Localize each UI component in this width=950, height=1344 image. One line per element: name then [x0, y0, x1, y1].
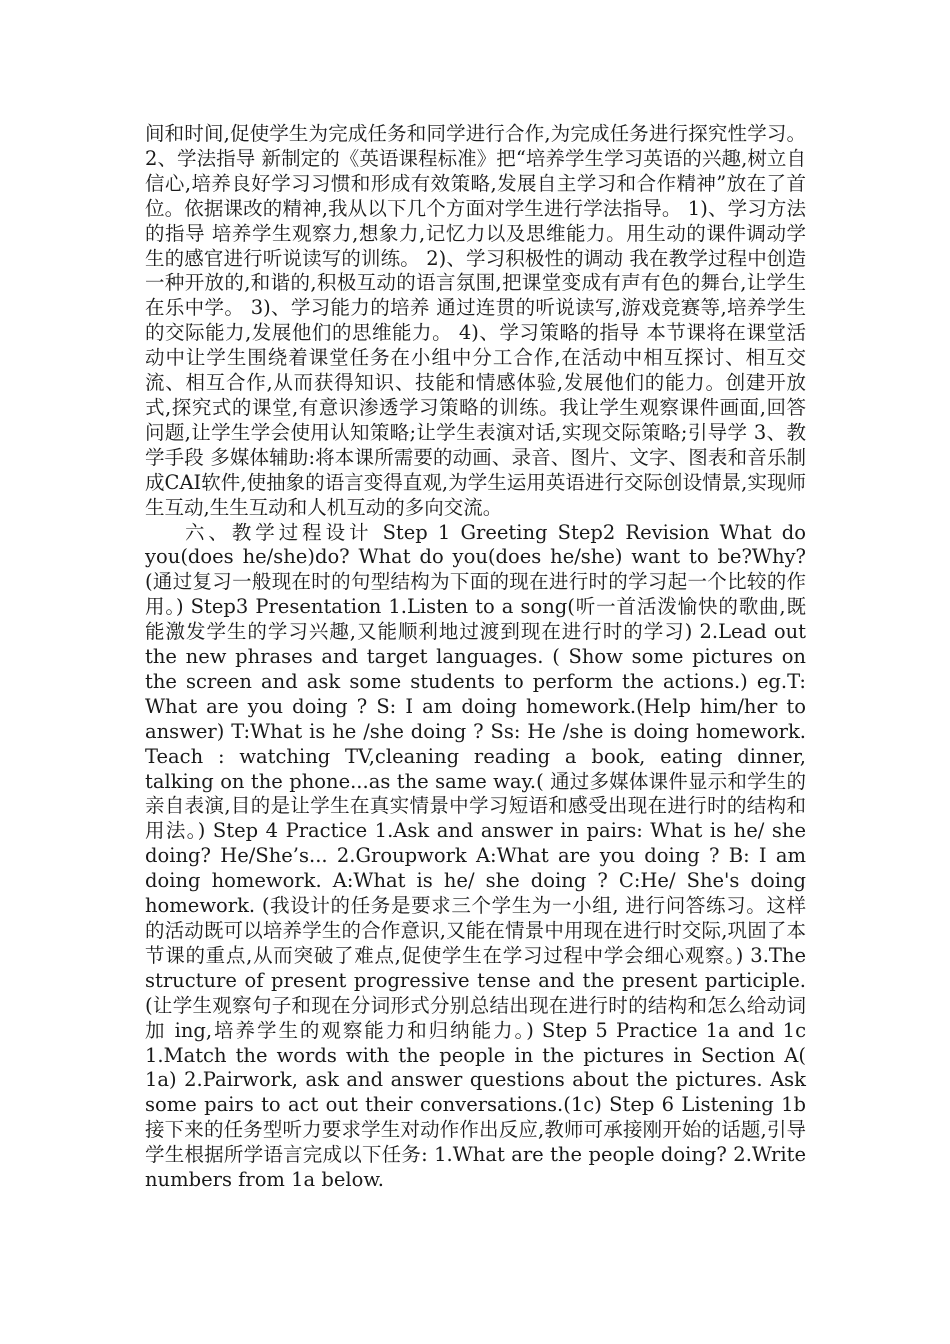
- paragraph-learning-methods: 间和时间,促使学生为完成任务和同学进行合作,为完成任务进行探究性学习。2、学法指导 新制定的《英语课程标准》把“培养学生学习英语的兴趣,树立自信心,培养良好学习习惯和形成有效策略,发展自主学习和合作精神”放在了首位。依据课改的精神,我从以下几个方面对学生进行学法指导。 1)、学习方法的指导 培养学生观察力,想象力,记忆力以及思维能力。用生动的课件调动学生的感官进行听说读写的训练。 2)、学习积极性的调动 我在教学过程中创造一种开放的,和谐的,积极互动的语言氛围,把课堂变成有声有色的舞台,让学生在乐中学。 3)、学习能力的培养 通过连贯的听说读写,游戏竞赛等,培养学生的交际能力,发展他们的思维能力。 4)、学习策略的指导 本节课将在课堂活动中让学生围绕着课堂任务在小组中分工合作,在活动中相互探讨、相互交流、相互合作,从而获得知识、技能和情感体验,发展他们的能力。创建开放式,探究式的课堂,有意识渗透学习策略的训练。我让学生观察课件画面,回答问题,让学生学会使用认知策略;让学生表演对话,实现交际策略;引导学 3、教学手段 多媒体辅助:将本课所需要的动画、录音、图片、文字、图表和音乐制成CAI软件,使抽象的语言变得直观,为学生运用英语进行交际创设情景,实现师生互动,生生互动和人机互动的多向交流。: [145, 122, 806, 519]
- document-body: [145, 122, 806, 1193]
- paragraph-teaching-process: 六、教学过程设计 Step 1 Greeting Step2 Revision What do you(does he/she)do? What do you(does he/she) want to be?Why?(通过复习一般现在时的句型结构为下面的现在进行时的学习起一个比较的作用。) Step3 Presentation 1.Listen to a song(听一首活泼愉快的歌曲,既能激发学生的学习兴趣,又能顺利地过渡到现在进行时的学习) 2.Lead out the new phrases and target languages. ( Show some pictures on the screen and ask some students to perform the actions.) eg.T: What are you doing ? S: I am doing homework.(Help him/her to answer) T:What is he /she doing ? Ss: He /she is doing homework. Teach : watching TV,cleaning reading a book, eating dinner, talking on the phone...as the same way.( 通过多媒体课件显示和学生的亲自表演,目的是让学生在真实情景中学习短语和感受出现在进行时的结构和用法。) Step 4 Practice 1.Ask and answer in pairs: What is he/ she doing? He/She’s... 2.Groupwork A:What are you doing ? B: I am doing homework. A:What is he/ she doing ? C:He/ She's doing homework. (我设计的任务是要求三个学生为一小组, 进行问答练习。这样的活动既可以培养学生的合作意识,又能在情景中用现在进行时交际,巩固了本节课的重点,从而突破了难点,促使学生在学习过程中学会细心观察。) 3.The structure of present progressive tense and the present participle.(让学生观察句子和现在分词形式分别总结出现在进行时的结构和怎么给动词加 ing,培养学生的观察能力和归纳能力。) Step 5 Practice 1a and 1c 1.Match the words with the people in the pictures in Section A( 1a) 2.Pairwork, ask and answer questions about the pictures. Ask some pairs to act out their conversations.(1c) Step 6 Listening 1b 接下来的任务型听力要求学生对动作作出反应,教师可承接刚开始的话题,引导学生根据所学语言完成以下任务: 1.What are the people doing? 2.Write numbers from 1a below.: [145, 520, 806, 1192]
